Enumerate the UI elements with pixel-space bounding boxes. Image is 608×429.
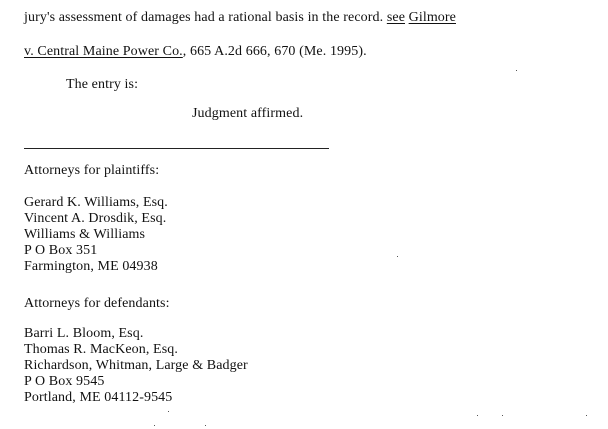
plaintiffs-line: P O Box 351 bbox=[24, 243, 98, 258]
scan-speck bbox=[154, 425, 155, 426]
plaintiffs-line: Gerard K. Williams, Esq. bbox=[24, 195, 168, 210]
plaintiffs-attorney-block bbox=[24, 195, 168, 275]
plaintiffs-heading: Attorneys for plaintiffs: bbox=[24, 163, 160, 178]
defendants-line: Barri L. Bloom, Esq. bbox=[24, 326, 144, 341]
scan-speck bbox=[168, 411, 169, 412]
opinion-text: jury's assessment of damages had a rational basis in the record. bbox=[24, 10, 384, 25]
scan-speck bbox=[502, 415, 503, 416]
plaintiffs-line: Vincent A. Drosdik, Esq. bbox=[24, 211, 167, 226]
see-signal: see bbox=[386, 10, 406, 25]
case-name-part-2: v. Central Maine Power Co. bbox=[24, 44, 183, 59]
scan-speck bbox=[397, 256, 398, 257]
defendants-heading: Attorneys for defendants: bbox=[24, 296, 170, 311]
separator-rule bbox=[24, 148, 329, 149]
scan-speck bbox=[516, 70, 517, 71]
opinion-line-2 bbox=[24, 44, 367, 60]
plaintiffs-line: Farmington, ME 04938 bbox=[24, 259, 158, 274]
scan-speck bbox=[205, 425, 206, 426]
opinion-line-1 bbox=[24, 10, 456, 26]
judgment-text: Judgment affirmed. bbox=[192, 106, 304, 121]
defendants-line: Richardson, Whitman, Large & Badger bbox=[24, 358, 248, 373]
entry-label: The entry is: bbox=[66, 77, 139, 92]
defendants-attorney-block bbox=[24, 326, 248, 406]
scan-speck bbox=[477, 415, 478, 416]
citation: , 665 A.2d 666, 670 (Me. 1995). bbox=[182, 44, 367, 59]
defendants-line: Thomas R. MacKeon, Esq. bbox=[24, 342, 178, 357]
defendants-line: Portland, ME 04112-9545 bbox=[24, 390, 173, 405]
plaintiffs-line: Williams & Williams bbox=[24, 227, 146, 242]
case-name-part-1: Gilmore bbox=[408, 10, 456, 25]
scan-speck bbox=[586, 415, 587, 416]
defendants-line: P O Box 9545 bbox=[24, 374, 105, 389]
